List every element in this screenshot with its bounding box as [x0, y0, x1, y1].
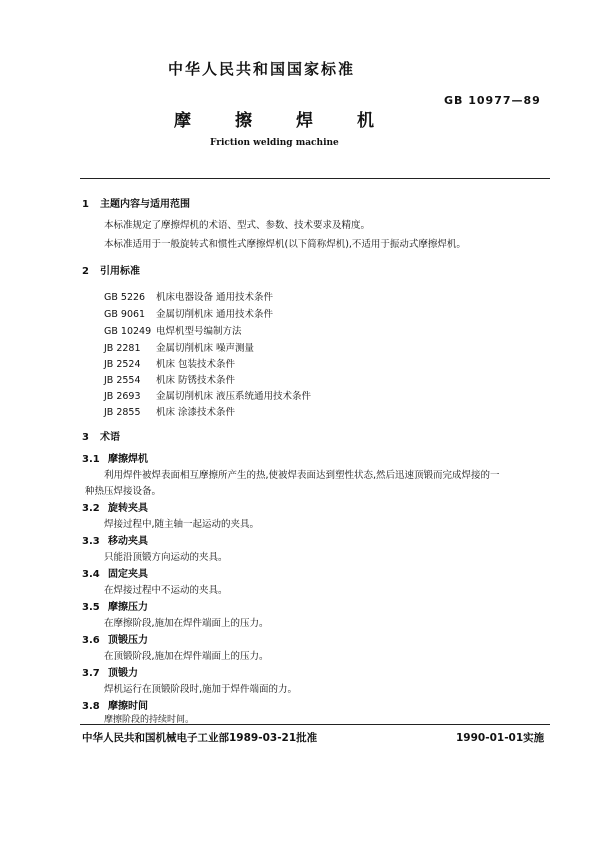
english-title: Friction welding machine	[210, 138, 339, 148]
term-definition: 摩擦阶段的持续时间。	[104, 715, 195, 725]
title-char: 摩	[174, 111, 191, 131]
term-heading: 3.7 顶锻力	[82, 668, 138, 679]
term-heading: 3.3 移动夹具	[82, 536, 148, 547]
title-char: 焊	[296, 111, 313, 131]
term-heading: 3.4 固定夹具	[82, 569, 148, 580]
reference-item: JB 2855 机床 涂漆技术条件	[104, 407, 236, 418]
term-definition: 焊机运行在顶锻阶段时,施加于焊件端面的力。	[104, 684, 298, 695]
title-char: 擦	[235, 111, 252, 131]
term-definition: 利用焊件被焊表面相互摩擦所产生的热,使被焊表面达到塑性状态,然后迅速顶锻而完成焊接的一	[104, 470, 500, 481]
reference-item: JB 2281 金属切削机床 噪声测量	[104, 343, 255, 354]
approval-line: 中华人民共和国机械电子工业部1989-03-21批准	[82, 732, 318, 744]
section-2-heading: 2 引用标准	[82, 266, 140, 277]
term-heading: 3.8 摩擦时间	[82, 701, 148, 712]
reference-item: GB 10249 电焊机型号编制方法	[104, 326, 242, 337]
section-1-heading: 1 主题内容与适用范围	[82, 199, 190, 210]
standard-number: GB 10977—89	[444, 94, 541, 107]
reference-item: JB 2554 机床 防锈技术条件	[104, 375, 236, 386]
term-heading: 3.6 顶锻压力	[82, 635, 148, 646]
section-3-heading: 3 术语	[82, 432, 120, 443]
reference-item: GB 9061 金属切削机床 通用技术条件	[104, 309, 274, 320]
section-1-paragraph: 本标准规定了摩擦焊机的术语、型式、参数、技术要求及精度。	[104, 220, 371, 231]
reference-item: JB 2524 机床 包装技术条件	[104, 359, 236, 370]
term-heading: 3.5 摩擦压力	[82, 602, 148, 613]
term-heading: 3.2 旋转夹具	[82, 503, 148, 514]
term-definition: 在焊接过程中不运动的夹具。	[104, 585, 228, 596]
footer-divider	[80, 724, 550, 725]
term-definition: 种热压焊接设备。	[85, 486, 162, 497]
national-standard-heading: 中华人民共和国国家标准	[168, 60, 356, 78]
header-divider	[80, 178, 550, 179]
term-definition: 焊接过程中,随主轴一起运动的夹具。	[104, 519, 260, 530]
term-definition: 只能沿顶锻方向运动的夹具。	[104, 552, 228, 563]
reference-item: JB 2693 金属切削机床 液压系统通用技术条件	[104, 391, 312, 402]
term-definition: 在摩擦阶段,施加在焊件端面上的压力。	[104, 618, 269, 629]
document-title	[174, 106, 418, 131]
term-heading: 3.1 摩擦焊机	[82, 454, 148, 465]
reference-item: GB 5226 机床电器设备 通用技术条件	[104, 292, 274, 303]
title-char: 机	[357, 111, 374, 131]
term-definition: 在顶锻阶段,施加在焊件端面上的压力。	[104, 651, 269, 662]
implementation-date: 1990-01-01实施	[456, 732, 545, 744]
section-1-paragraph: 本标准适用于一般旋转式和惯性式摩擦焊机(以下简称焊机),不适用于振动式摩擦焊机。	[104, 239, 466, 250]
